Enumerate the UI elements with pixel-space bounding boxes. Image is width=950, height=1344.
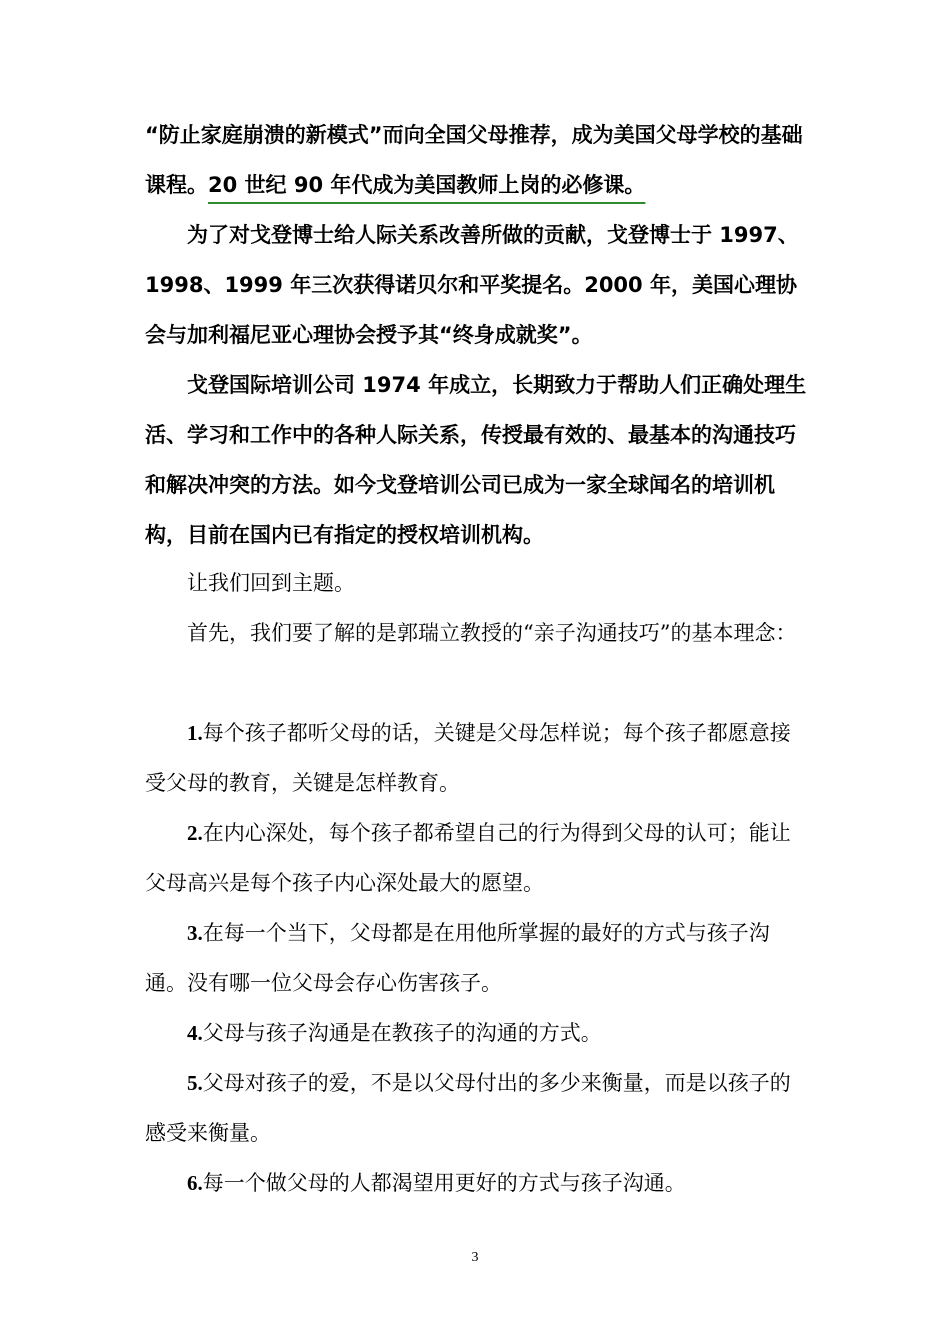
paragraph-nobel: 为了对戈登博士给人际关系改善所做的贡献，戈登博士于 1997、1998、1999 年三次获得诺贝尔和平奖提名。2000 年，美国心理协会与加利福尼亚心理协会授予其“终身成就奖”。 xyxy=(145,223,799,347)
page-number: 3 xyxy=(471,1250,479,1265)
list-number: 5. xyxy=(187,1071,203,1095)
list-number: 1. xyxy=(187,721,203,745)
list-item-1 xyxy=(145,708,810,808)
list-number: 6. xyxy=(187,1171,203,1195)
paragraph-gordon-company: 戈登国际培训公司 1974 年成立，长期致力于帮助人们正确处理生活、学习和工作中的各种人际关系，传授最有效的、最基本的沟通技巧和解决冲突的方法。如今戈登培训公司已成为一家全球闻名的培训机构，目前在国内已有指定的授权培训机构。 xyxy=(145,373,807,547)
list-text: 在内心深处，每个孩子都希望自己的行为得到父母的认可；能让父母高兴是每个孩子内心深处最大的愿望。 xyxy=(145,821,791,895)
list-item-3 xyxy=(145,908,810,1008)
list-item-4 xyxy=(145,1008,810,1058)
paragraph-intro xyxy=(145,110,810,210)
paragraph-intro-text: “防止家庭崩溃的新模式”而向全国父母推荐，成为美国父母学校的基础课程。 xyxy=(145,123,803,197)
list-text: 父母对孩子的爱，不是以父母付出的多少来衡量，而是以孩子的感受来衡量。 xyxy=(145,1071,791,1145)
list-item-5 xyxy=(145,1058,810,1158)
underlined-sentence: 20 世纪 90 年代成为美国教师上岗的必修课。 xyxy=(208,173,646,197)
list-text: 每个孩子都听父母的话，关键是父母怎样说；每个孩子都愿意接受父母的教育，关键是怎样教育。 xyxy=(145,721,791,795)
paragraph-basic-concepts: 首先，我们要了解的是郭瑞立教授的“亲子沟通技巧”的基本理念： xyxy=(187,621,797,645)
paragraph-back-to-topic: 让我们回到主题。 xyxy=(187,571,355,595)
list-number: 2. xyxy=(187,821,203,845)
list-number: 3. xyxy=(187,921,203,945)
list-item-2 xyxy=(145,808,810,908)
list-text: 每一个做父母的人都渴望用更好的方式与孩子沟通。 xyxy=(202,1171,686,1195)
list-number: 4. xyxy=(187,1021,203,1045)
list-text: 父母与孩子沟通是在教孩子的沟通的方式。 xyxy=(202,1021,602,1045)
list-item-6 xyxy=(145,1158,810,1208)
list-text: 在每一个当下，父母都是在用他所掌握的最好的方式与孩子沟通。没有哪一位父母会存心伤害孩子。 xyxy=(145,921,770,995)
